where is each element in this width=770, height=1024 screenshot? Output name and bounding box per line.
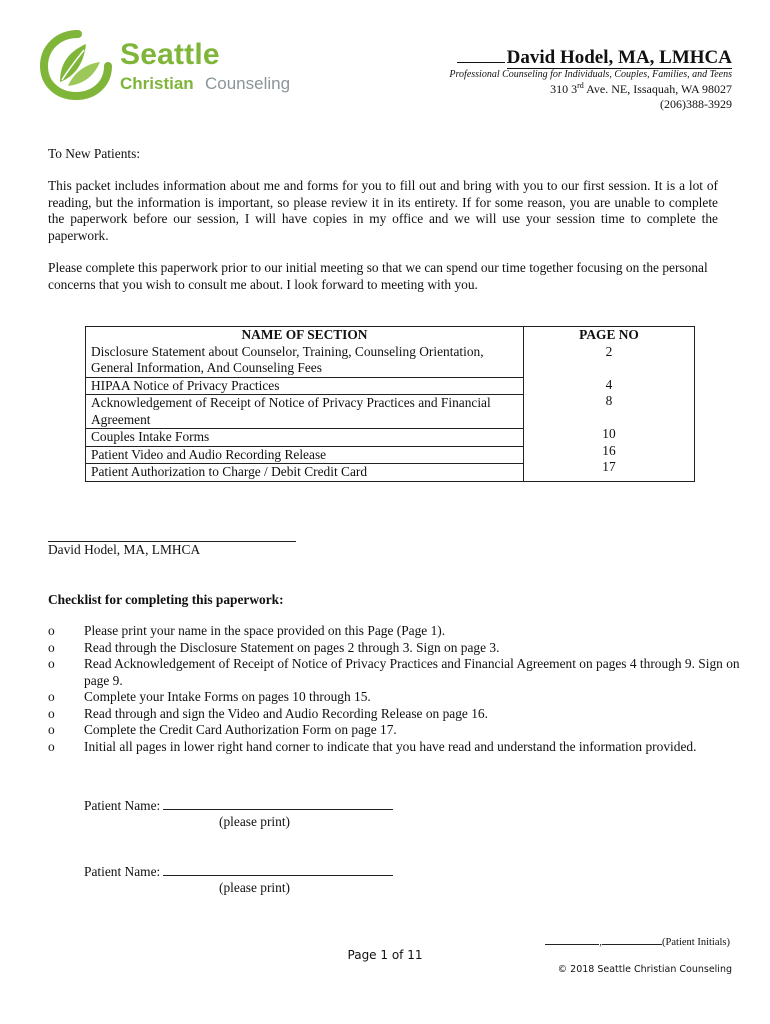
bullet: o: [48, 738, 55, 754]
checklist-title: Checklist for completing this paperwork:: [48, 592, 284, 607]
page-column-header: PAGE NO: [579, 327, 639, 342]
page-number: Page 1 of 11: [347, 948, 423, 962]
header-tagline: Professional Counseling for Individuals, Couples, Families, and Teens: [449, 69, 732, 80]
intro-paragraph: This packet includes information about me and forms for you to fill out and bring with you to our first session. It is a lot of reading, but the information is important, so please review it in its entirety. If for some reason, you are unable to complete the paperwork before our session, I will have copies in my office and we will use your session time to complete the paperwork.: [48, 178, 718, 243]
list-item: o Complete your Intake Forms on pages 10 through 15.: [48, 689, 371, 704]
bullet: o: [48, 623, 55, 638]
initials-label: (Patient Initials): [662, 937, 730, 948]
logo-word-counseling: Counseling: [205, 74, 291, 93]
patient-name-field-2[interactable]: Patient Name:: [84, 863, 393, 881]
table-row-page: 17: [602, 459, 616, 474]
bullet: o: [48, 689, 55, 704]
patient-name-input-1[interactable]: [163, 797, 393, 810]
checklist: [48, 623, 748, 755]
copyright: © 2018 Seattle Christian Counseling: [557, 964, 732, 975]
list-item: o Initial all pages in lower right hand corner to indicate that you have read and understand the information provided.: [48, 738, 697, 754]
patient-initials[interactable]: , (Patient Initials): [545, 934, 730, 948]
bullet: o: [48, 639, 55, 655]
table-row-section: Patient Video and Audio Recording Release: [86, 447, 523, 465]
table-row-page: 4: [605, 376, 613, 392]
table-row-section: Patient Authorization to Charge / Debit Credit Card: [91, 464, 368, 479]
header-address: 310 3rd Ave. NE, Issaquah, WA 98027: [550, 81, 732, 96]
leaf-logo-icon: [38, 30, 114, 100]
list-item: o Read through the Disclosure Statement on pages 2 through 3. Sign on page 3.: [48, 639, 500, 655]
table-row-page: 16: [602, 442, 616, 458]
bullet: o: [48, 722, 55, 737]
section-column: [86, 327, 524, 482]
table-row-page: 2: [605, 343, 613, 359]
patient-name-hint-1: (please print): [219, 814, 291, 829]
table-row-section: Acknowledgement of Receipt of Notice of Privacy Practices and Financial Agreement: [86, 395, 523, 429]
patient-name-field-1[interactable]: Patient Name:: [84, 797, 393, 815]
table-row-page: 10: [602, 426, 616, 441]
logo: [38, 30, 114, 100]
section-column-header: NAME OF SECTION: [241, 327, 368, 342]
logo-word-seattle: Seattle: [120, 38, 220, 71]
list-item: o Read Acknowledgement of Receipt of Notice of Privacy Practices and Financial Agreement on pages 4 through 9. Sign on page 9.: [48, 656, 740, 688]
request-paragraph: Please complete this paperwork prior to our initial meeting so that we can spend our time together focusing on the personal concerns that you wish to consult me about. I look forward to meeting with you.: [48, 260, 708, 292]
sections-table: [85, 326, 695, 482]
bullet: o: [48, 705, 55, 721]
table-row-section: Disclosure Statement about Counselor, Training, Counseling Orientation, General Information, And Counseling Fees: [86, 344, 523, 378]
signature-name: David Hodel, MA, LMHCA: [48, 542, 201, 557]
list-item: o Complete the Credit Card Authorization Form on page 17.: [48, 722, 397, 737]
bullet: o: [48, 656, 55, 671]
counselor-name-header: David Hodel, MA, LMHCA: [457, 47, 732, 69]
logo-word-christian: Christian: [120, 74, 194, 93]
page-column: [524, 327, 695, 482]
header-underline: [457, 48, 505, 63]
table-row-page: 8: [605, 393, 613, 408]
table-row-section: HIPAA Notice of Privacy Practices: [86, 378, 523, 396]
list-item: o Please print your name in the space provided on this Page (Page 1).: [48, 623, 446, 638]
initials-input-2[interactable]: [602, 934, 662, 945]
patient-name-hint-2: (please print): [219, 880, 291, 895]
list-item: o Read through and sign the Video and Audio Recording Release on page 16.: [48, 705, 488, 721]
initials-input-1[interactable]: [545, 934, 599, 945]
patient-name-input-2[interactable]: [163, 863, 393, 876]
salutation: To New Patients:: [48, 146, 141, 161]
header-phone: (206)388-3929: [660, 97, 732, 111]
table-row-section: Couples Intake Forms: [86, 429, 523, 447]
